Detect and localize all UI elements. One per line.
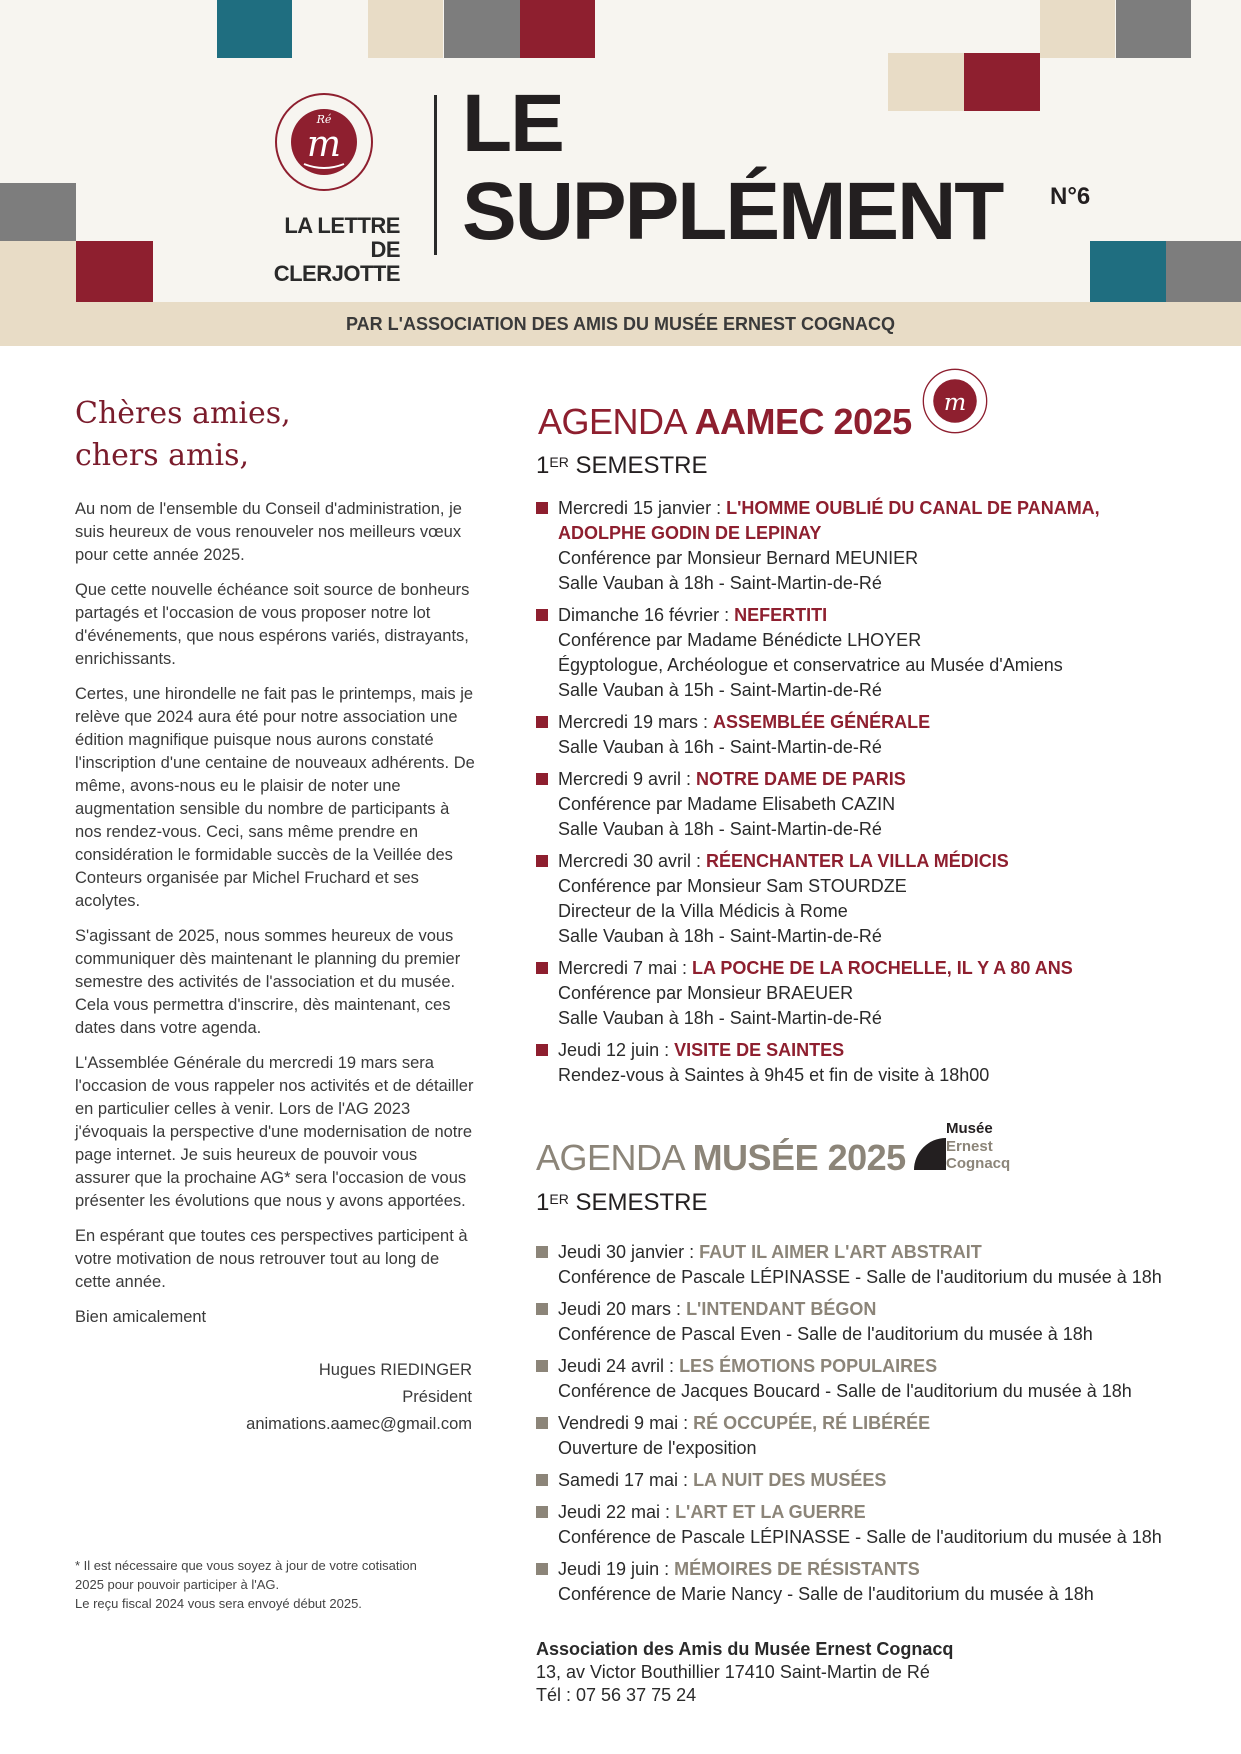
- aamec-semester: 1ER SEMESTRE: [536, 452, 708, 479]
- svg-text:m: m: [306, 124, 342, 165]
- event-detail: Égyptologue, Archéologue et conservatrice au Musée d'Amiens: [558, 655, 1063, 675]
- footnote: * Il est nécessaire que vous soyez à jour de votre cotisation 2025 pour pouvoir participer à l'AG. Le reçu fiscal 2024 vous sera envoyé début 2025.: [75, 1558, 417, 1611]
- logo-caption: LA LETTRE DE CLERJOTTE: [273, 213, 400, 286]
- letter-body: [75, 498, 475, 1341]
- event-detail: Conférence de Pascal Even - Salle de l'auditorium du musée à 18h: [558, 1324, 1093, 1344]
- decor-square: [520, 0, 595, 58]
- aamec-event: [536, 496, 1216, 596]
- event-date: Jeudi 30 janvier :: [558, 1242, 700, 1262]
- letter-closing: Bien amicalement: [75, 1308, 207, 1326]
- event-title: L'ART ET LA GUERRE: [675, 1502, 866, 1522]
- event-date: Dimanche 16 février :: [558, 605, 735, 625]
- event-date: Mercredi 15 janvier :: [558, 498, 727, 518]
- event-detail: Directeur de la Villa Médicis à Rome: [558, 901, 848, 921]
- signature: [200, 1357, 472, 1438]
- bullet-icon: [536, 773, 548, 785]
- letter-paragraph: Au nom de l'ensemble du Conseil d'administration, je suis heureux de vous renouveler nos meilleurs vœux pour cette année 2025.: [75, 500, 462, 564]
- bullet-icon: [536, 1303, 548, 1315]
- event-title: VISITE DE SAINTES: [674, 1040, 845, 1060]
- aamec-event: [536, 849, 1216, 949]
- event-date: Samedi 17 mai :: [558, 1470, 694, 1490]
- aamec-event: [536, 956, 1216, 1031]
- decor-square: [0, 241, 76, 302]
- bullet-icon: [536, 855, 548, 867]
- bullet-icon: [536, 1360, 548, 1372]
- event-title: LES ÉMOTIONS POPULAIRES: [679, 1356, 938, 1376]
- letter-paragraph: Que cette nouvelle échéance soit source de bonheurs partagés et l'occasion de vous proposer notre lot d'événements, que nous espérons variés, distrayants, enrichissants.: [75, 581, 470, 668]
- event-date: Mercredi 30 avril :: [558, 851, 707, 871]
- musee-event: [536, 1557, 1216, 1607]
- musee-arc-icon: [914, 1138, 946, 1170]
- letter-paragraph: Certes, une hirondelle ne fait pas le printemps, mais je relève que 2024 aura été pour notre association une édition magnifique puisque nous aurons constaté l'inscription d'une centaine de nouveaux adhérents. De même, avons-nous eu le plaisir de noter une augmentation sensible du nombre de participants à nos rendez-vous. Ceci, sans même prendre en considération le formidable succès de la Veillée des Conteurs organisée par Michel Fruchard et ses acolytes.: [75, 685, 475, 910]
- event-date: Jeudi 24 avril :: [558, 1356, 680, 1376]
- bullet-icon: [536, 1246, 548, 1258]
- event-detail: Conférence par Monsieur Bernard MEUNIER: [558, 548, 919, 568]
- letter-paragraph: En espérant que toutes ces perspectives participent à votre motivation de nous retrouver tout au long de cette année.: [75, 1227, 468, 1291]
- musee-semester: 1ER SEMESTRE: [536, 1189, 708, 1216]
- musee-event: [536, 1411, 1216, 1461]
- event-detail: Ouverture de l'exposition: [558, 1438, 757, 1458]
- issue-number: N°6: [1050, 183, 1091, 210]
- decor-square: [368, 0, 443, 58]
- contact-block: [536, 1638, 1196, 1707]
- aamec-event: [536, 710, 1216, 760]
- musee-event: [536, 1468, 1216, 1493]
- musee-logo: Musée Ernest Cognacq: [914, 1120, 1024, 1170]
- publisher-band: PAR L'ASSOCIATION DES AMIS DU MUSÉE ERNEST COGNACQ: [0, 302, 1241, 346]
- bullet-icon: [536, 1474, 548, 1486]
- event-date: Jeudi 20 mars :: [558, 1299, 687, 1319]
- decor-square: [0, 183, 76, 241]
- bullet-icon: [536, 1506, 548, 1518]
- event-detail: Salle Vauban à 18h - Saint-Martin-de-Ré: [558, 573, 882, 593]
- event-title: L'HOMME OUBLIÉ DU CANAL DE PANAMA,: [726, 498, 1100, 518]
- event-detail: Conférence par Monsieur Sam STOURDZE: [558, 876, 907, 896]
- letter-paragraph: S'agissant de 2025, nous sommes heureux de vous communiquer dès maintenant le planning du premier semestre des activités de l'association et du musée. Cela vous permettra d'inscrire, dès maintenant, ces dates dans votre agenda.: [75, 927, 461, 1037]
- svg-text:m: m: [943, 388, 967, 417]
- event-detail: Conférence de Pascale LÉPINASSE - Salle de l'auditorium du musée à 18h: [558, 1527, 1162, 1547]
- event-title: RÉENCHANTER LA VILLA MÉDICIS: [706, 851, 1009, 871]
- event-detail: Conférence par Madame Elisabeth CAZIN: [558, 794, 896, 814]
- event-title: LA NUIT DES MUSÉES: [693, 1470, 887, 1490]
- event-detail: Salle Vauban à 18h - Saint-Martin-de-Ré: [558, 1008, 882, 1028]
- association-seal-small-logo: [922, 368, 988, 434]
- event-title: NEFERTITI: [734, 605, 828, 625]
- letter-paragraph: L'Assemblée Générale du mercredi 19 mars sera l'occasion de vous rappeler nos activités et de détailler en particulier celles à venir. Lors de l'AG 2023 j'évoquais la perspective d'une modernisation de notre page internet. Je suis heureux de pouvoir vous assurer que la prochaine AG* sera l'occasion de vous présenter les évolutions que nous y avons apportées.: [75, 1054, 474, 1210]
- event-title: ASSEMBLÉE GÉNÉRALE: [713, 712, 931, 732]
- page-title: LE SUPPLÉMENT: [462, 78, 1003, 257]
- event-detail: Salle Vauban à 16h - Saint-Martin-de-Ré: [558, 737, 882, 757]
- musee-event: [536, 1297, 1216, 1347]
- bullet-icon: [536, 962, 548, 974]
- contact-phone[interactable]: Tél : 07 56 37 75 24: [536, 1685, 697, 1705]
- event-detail: Conférence de Marie Nancy - Salle de l'auditorium du musée à 18h: [558, 1584, 1094, 1604]
- aamec-event-list: [536, 496, 1216, 1095]
- musee-agenda-heading: AGENDA MUSÉE 2025: [536, 1137, 906, 1178]
- bullet-icon: [536, 1044, 548, 1056]
- event-detail: Rendez-vous à Saintes à 9h45 et fin de visite à 18h00: [558, 1065, 990, 1085]
- bullet-icon: [536, 1563, 548, 1575]
- title-divider: [434, 95, 437, 255]
- musee-event-list: [536, 1240, 1216, 1614]
- page-header: [0, 0, 1241, 302]
- decor-square: [76, 241, 153, 302]
- decor-square: [217, 0, 292, 58]
- event-date: Jeudi 22 mai :: [558, 1502, 676, 1522]
- event-detail: Conférence par Monsieur BRAEUER: [558, 983, 854, 1003]
- decor-square: [1090, 241, 1166, 302]
- event-title: NOTRE DAME DE PARIS: [696, 769, 906, 789]
- event-date: Mercredi 7 mai :: [558, 958, 693, 978]
- svg-text:Ré: Ré: [316, 113, 332, 126]
- event-date: Mercredi 9 avril :: [558, 769, 697, 789]
- musee-event: [536, 1500, 1216, 1550]
- event-title: LA POCHE DE LA ROCHELLE, IL Y A 80 ANS: [692, 958, 1073, 978]
- contact-name: Association des Amis du Musée Ernest Cognacq: [536, 1639, 954, 1659]
- decor-square: [1166, 241, 1241, 302]
- decor-square: [1116, 0, 1191, 58]
- event-detail: Salle Vauban à 18h - Saint-Martin-de-Ré: [558, 819, 882, 839]
- decor-square: [444, 0, 520, 58]
- aamec-event: [536, 1038, 1216, 1088]
- event-date: Mercredi 19 mars :: [558, 712, 714, 732]
- aamec-event: [536, 603, 1216, 703]
- bullet-icon: [536, 1417, 548, 1429]
- event-date: Jeudi 19 juin :: [558, 1559, 675, 1579]
- event-title-continued: ADOLPHE GODIN DE LEPINAY: [558, 523, 822, 543]
- bullet-icon: [536, 609, 548, 621]
- event-detail: Conférence de Pascale LÉPINASSE - Salle de l'auditorium du musée à 18h: [558, 1267, 1162, 1287]
- aamec-event: [536, 767, 1216, 842]
- event-title: FAUT IL AIMER L'ART ABSTRAIT: [699, 1242, 982, 1262]
- signature-role: Président: [402, 1388, 472, 1406]
- signature-email[interactable]: animations.aamec@gmail.com: [246, 1415, 472, 1433]
- event-title: RÉ OCCUPÉE, RÉ LIBÉRÉE: [693, 1413, 931, 1433]
- bullet-icon: [536, 502, 548, 514]
- event-detail: Salle Vauban à 18h - Saint-Martin-de-Ré: [558, 926, 882, 946]
- musee-event: [536, 1240, 1216, 1290]
- signature-name: Hugues RIEDINGER: [318, 1361, 472, 1379]
- decor-square: [1040, 0, 1115, 58]
- event-title: MÉMOIRES DE RÉSISTANTS: [674, 1559, 920, 1579]
- event-date: Vendredi 9 mai :: [558, 1413, 694, 1433]
- association-seal-logo: [274, 92, 374, 192]
- event-title: L'INTENDANT BÉGON: [686, 1299, 877, 1319]
- event-detail: Conférence de Jacques Boucard - Salle de l'auditorium du musée à 18h: [558, 1381, 1132, 1401]
- event-detail: Conférence par Madame Bénédicte LHOYER: [558, 630, 922, 650]
- greeting: Chères amies, chers amis,: [75, 396, 291, 473]
- aamec-agenda-heading: AGENDA AAMEC 2025: [538, 401, 912, 442]
- contact-address: 13, av Victor Bouthillier 17410 Saint-Martin de Ré: [536, 1662, 930, 1682]
- musee-event: [536, 1354, 1216, 1404]
- event-date: Jeudi 12 juin :: [558, 1040, 675, 1060]
- bullet-icon: [536, 716, 548, 728]
- event-detail: Salle Vauban à 15h - Saint-Martin-de-Ré: [558, 680, 882, 700]
